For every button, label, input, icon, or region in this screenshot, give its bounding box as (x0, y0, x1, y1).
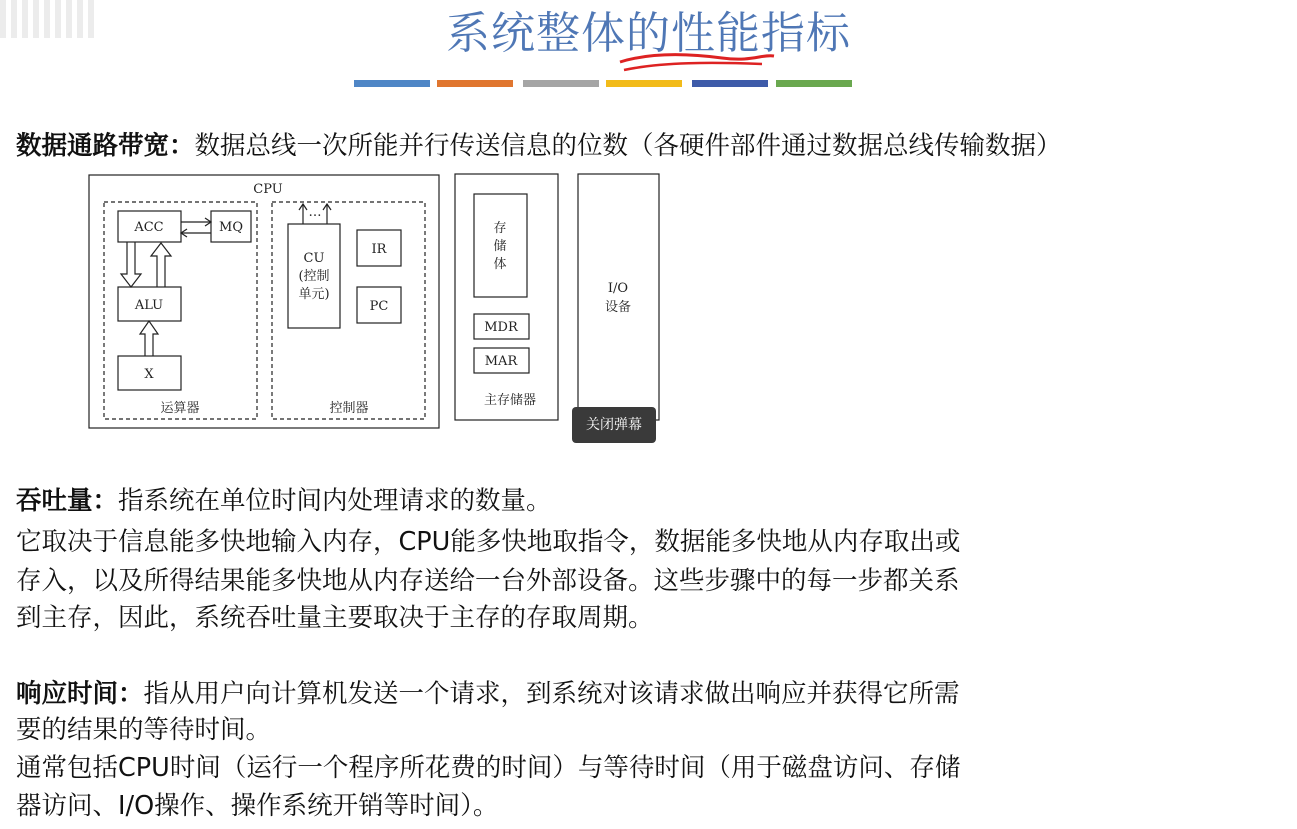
accent-bar-yellow (606, 80, 682, 87)
throughput-term: 吞吐量： (16, 486, 119, 516)
accent-bar-navy (692, 80, 768, 87)
close-danmaku-button[interactable]: 关闭弹幕 (572, 407, 656, 443)
bandwidth-paragraph (16, 128, 1062, 164)
ir-box (357, 230, 401, 266)
accent-bar-gray (523, 80, 599, 87)
storage-label-2: 储 (493, 239, 507, 254)
throughput-line-3: 存入，以及所得结果能多快地从内存送给一台外部设备。这些步骤中的每一步都关系 (16, 566, 960, 596)
cu-label-3: 单元) (298, 287, 330, 302)
throughput-text-1: 指系统在单位时间内处理请求的数量。 (118, 486, 552, 516)
throughput-line-4: 到主存，因此，系统吞吐量主要取决于主存的存取周期。 (16, 603, 654, 633)
mar-box (474, 348, 529, 373)
ctrl-group-label: 控制器 (329, 401, 369, 416)
storage-label-3: 体 (493, 257, 507, 272)
bandwidth-text: 数据总线一次所能并行传送信息的位数（各硬件部件通过数据总线传输数据） (194, 131, 1062, 161)
alu-group-box (104, 202, 257, 419)
bandwidth-term: 数据通路带宽： (16, 131, 195, 161)
throughput-line-2: 它取决于信息能多快地输入内存，CPU能多快地取指令，数据能多快地从内存取出或 (16, 527, 961, 557)
cu-label-1: CU (303, 251, 325, 266)
memory-box (455, 174, 558, 420)
mq-label: MQ (219, 220, 243, 235)
io-box (578, 174, 659, 420)
response-line-4: 器访问、I/O操作、操作系统开销等时间）。 (16, 791, 499, 821)
response-line-3: 通常包括CPU时间（运行一个程序所花费的时间）与等待时间（用于磁盘访问、存储 (16, 753, 961, 783)
io-label-2: 设备 (604, 300, 632, 315)
response-line-2: 要的结果的等待时间。 (16, 715, 272, 745)
pc-label: PC (369, 299, 389, 314)
pc-box (357, 287, 401, 323)
accent-bar-green (776, 80, 852, 87)
cpu-box (89, 175, 439, 428)
mdr-label: MDR (484, 320, 518, 335)
storage-box (474, 194, 527, 297)
mar-label: MAR (484, 354, 518, 369)
accent-bar-blue (354, 80, 430, 87)
cu-label-2: (控制 (298, 269, 330, 284)
response-term: 响应时间： (16, 679, 144, 709)
acc-label: ACC (134, 220, 164, 235)
x-box (118, 356, 181, 390)
storage-label-1: 存 (493, 221, 507, 236)
io-label-1: I/O (607, 281, 629, 296)
x-label: X (144, 367, 154, 382)
cu-box (288, 224, 340, 328)
alu-group-label: 运算器 (160, 401, 200, 416)
mq-box (211, 211, 251, 242)
alu-label: ALU (134, 298, 164, 313)
response-text-1: 指从用户向计算机发送一个请求，到系统对该请求做出响应并获得它所需 (143, 679, 960, 709)
mdr-box (474, 314, 529, 339)
page-title: 系统整体的性能指标 (446, 8, 851, 59)
alu-box (118, 287, 181, 321)
throughput-line-1 (16, 483, 552, 519)
ctrl-dots: … (308, 205, 322, 220)
memory-label: 主存储器 (483, 393, 537, 408)
accent-bar-orange (437, 80, 513, 87)
cpu-label: CPU (253, 182, 283, 197)
red-underline-annotation (612, 48, 782, 76)
response-line-1 (16, 676, 960, 712)
ir-label: IR (371, 242, 387, 257)
acc-box (118, 211, 181, 242)
ctrl-group-box (272, 202, 425, 419)
